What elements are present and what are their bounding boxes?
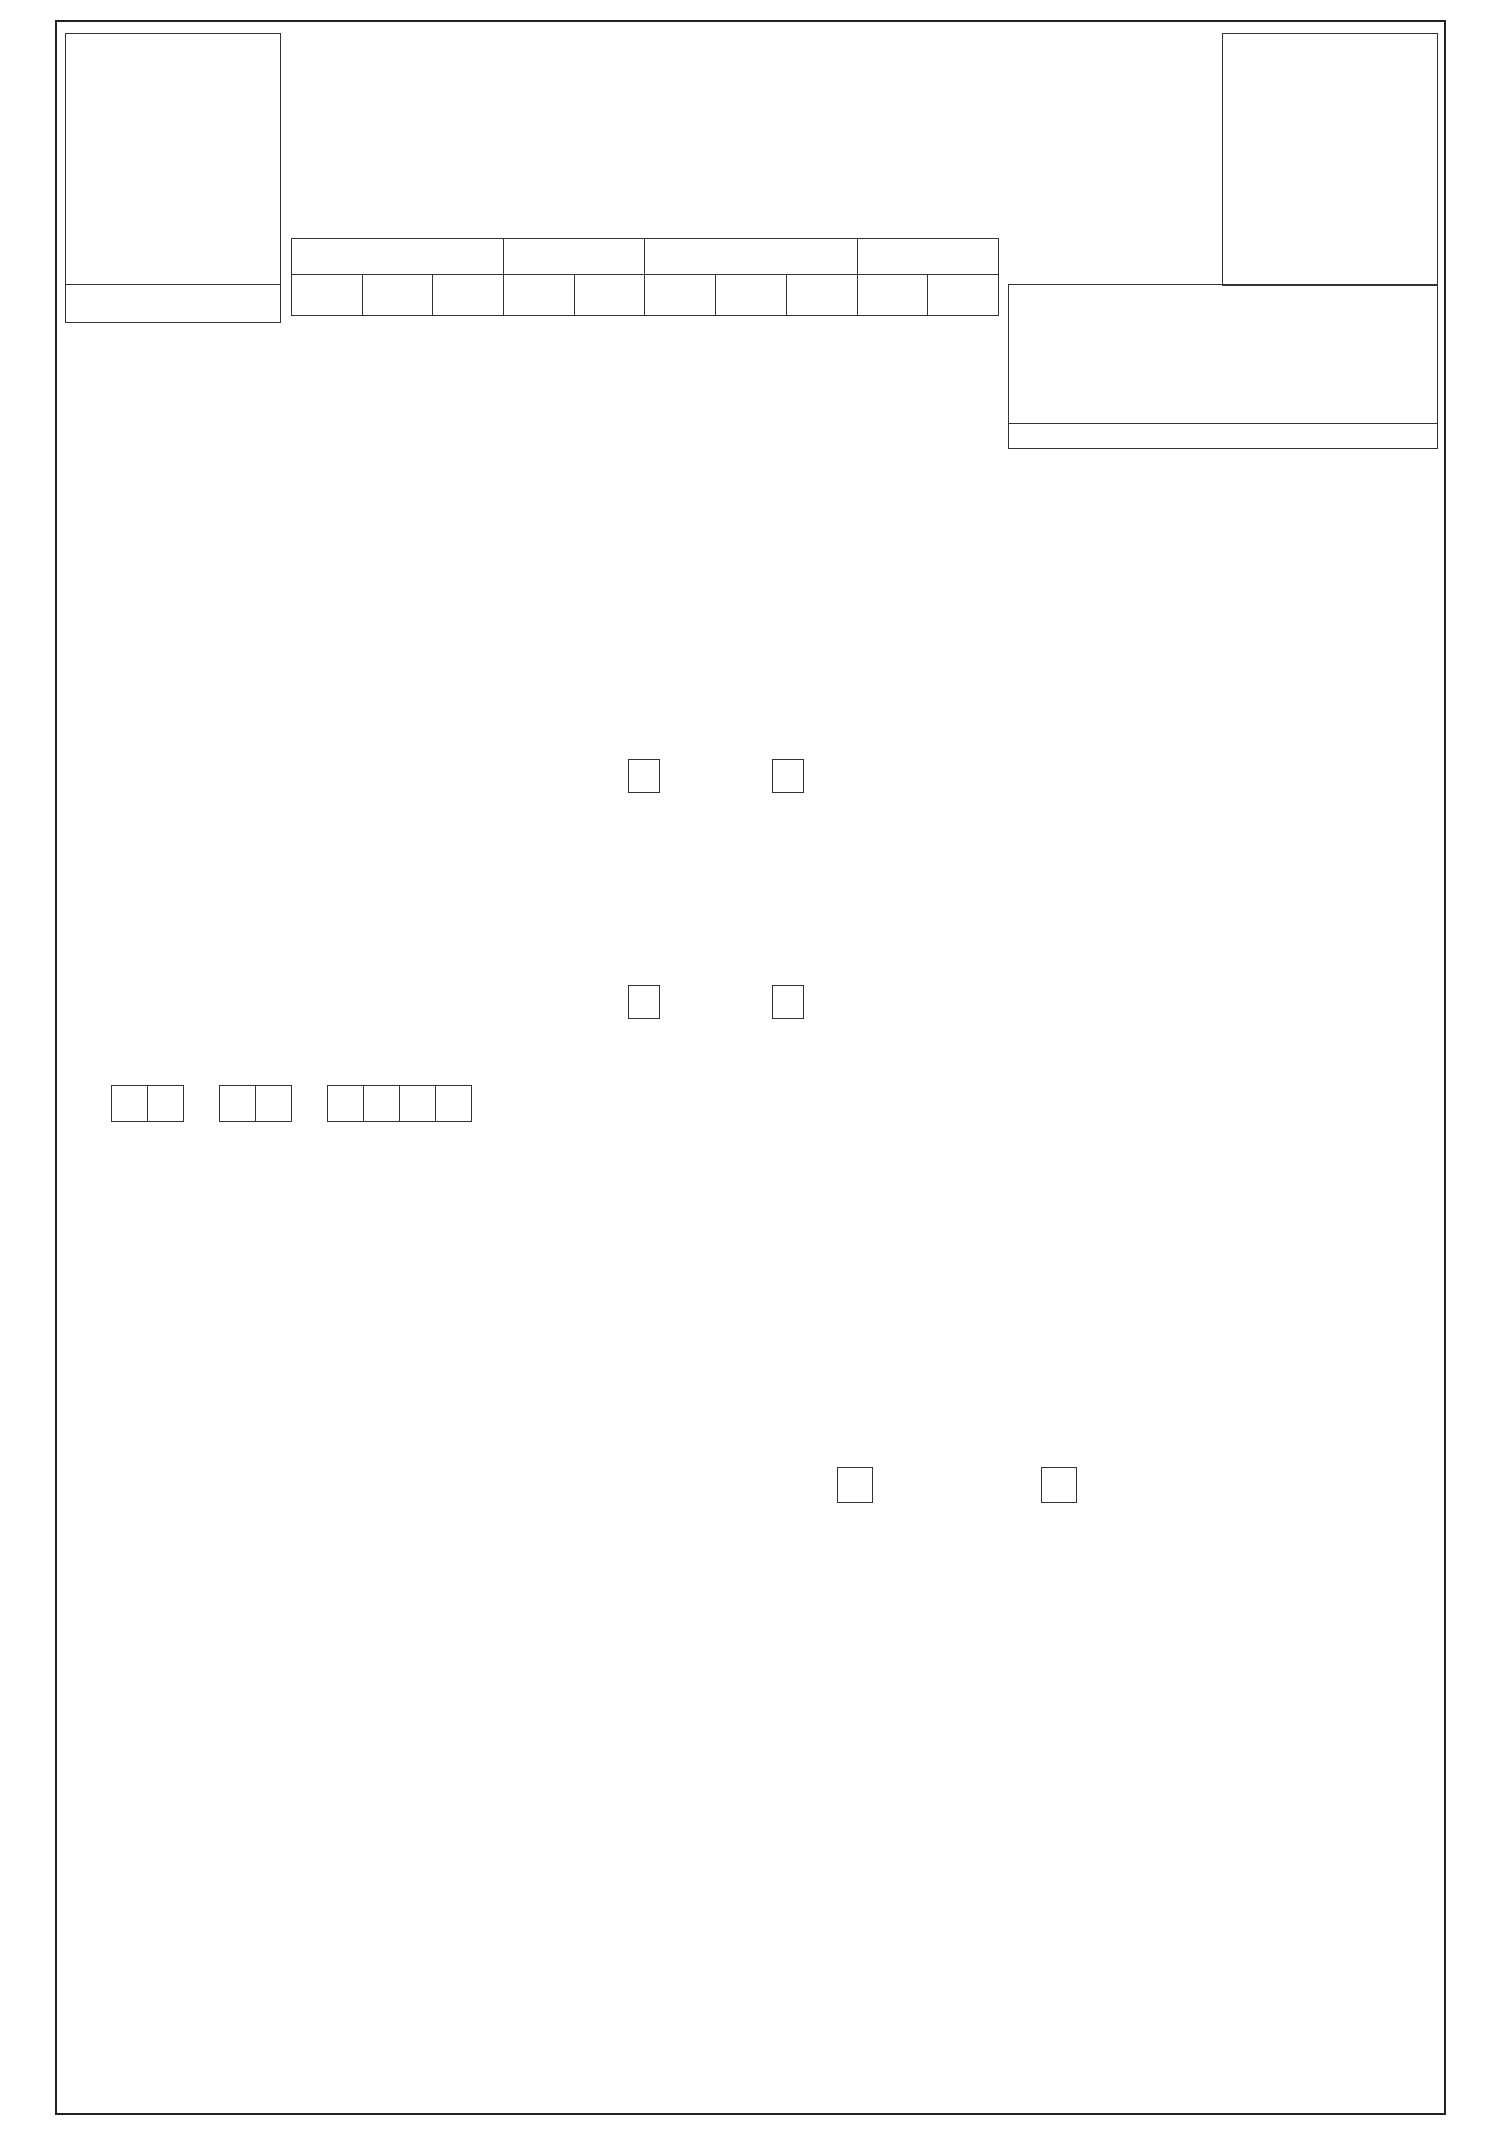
ao-cell[interactable] <box>504 275 575 316</box>
dob-day-input[interactable] <box>111 1085 184 1122</box>
ao-col-ao-no <box>857 239 999 275</box>
ao-cell[interactable] <box>786 275 857 316</box>
ao-code-table <box>291 238 999 316</box>
ao-col-range-code <box>645 239 857 275</box>
title-selector-3 <box>0 825 1500 865</box>
other-name-yes-checkbox[interactable] <box>628 759 660 793</box>
ao-cell[interactable] <box>574 275 645 316</box>
signature-label <box>1009 423 1437 448</box>
ao-cell[interactable] <box>857 275 928 316</box>
title-selector-1 <box>0 484 1500 524</box>
father-name-option-checkbox[interactable] <box>837 1467 873 1503</box>
photo-box-left[interactable] <box>65 33 281 323</box>
ao-cell[interactable] <box>716 275 787 316</box>
ao-cell[interactable] <box>645 275 716 316</box>
other-name-no-checkbox[interactable] <box>772 759 804 793</box>
ao-col-ao-type <box>504 239 645 275</box>
photo-box-right[interactable] <box>1222 33 1438 286</box>
dob-year-input[interactable] <box>327 1085 472 1122</box>
gender-male-checkbox[interactable] <box>628 985 660 1019</box>
ao-col-area-code <box>292 239 504 275</box>
ao-cell[interactable] <box>928 275 999 316</box>
mother-name-option-checkbox[interactable] <box>1041 1467 1077 1503</box>
dob-month-input[interactable] <box>219 1085 292 1122</box>
ao-cell[interactable] <box>362 275 433 316</box>
sign-across-photo-label <box>66 284 280 288</box>
gender-female-checkbox[interactable] <box>772 985 804 1019</box>
signature-box[interactable] <box>1008 284 1438 449</box>
ao-cell[interactable] <box>292 275 363 316</box>
ao-cell[interactable] <box>433 275 504 316</box>
